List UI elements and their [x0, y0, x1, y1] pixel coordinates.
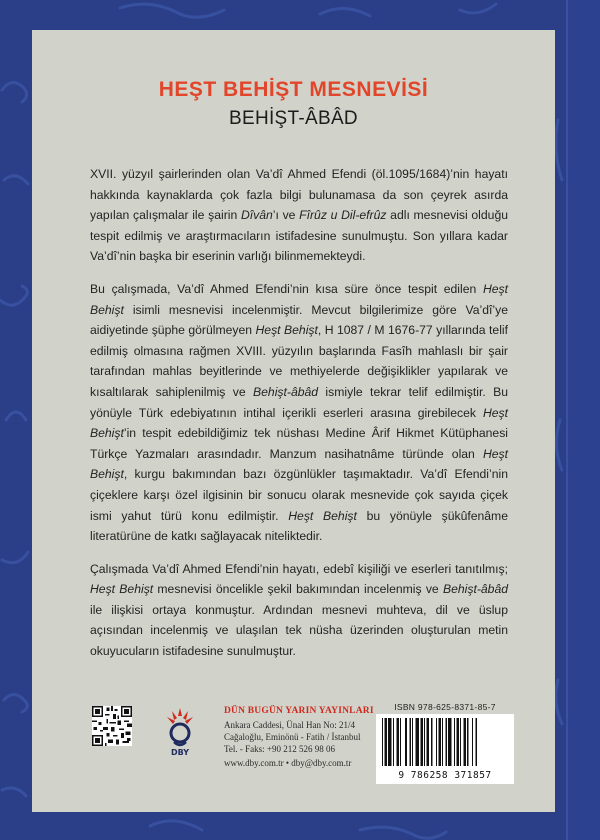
barcode-bar — [476, 718, 477, 766]
book-subtitle: BEHİŞT-ÂBÂD — [229, 108, 358, 129]
blurb-paragraph — [90, 279, 508, 547]
barcode-bar — [431, 718, 432, 766]
barcode-bar — [420, 718, 422, 766]
barcode-bar — [442, 718, 443, 766]
back-cover-spine-edge — [566, 0, 600, 840]
italic-title-text: Heşt Behişt — [90, 582, 154, 597]
barcode-bar — [393, 718, 394, 766]
publisher-phone: Tel. - Faks: +90 212 526 98 06 — [224, 744, 335, 754]
publisher-address-line-1: Ankara Caddesi, Ünal Han No: 21/4 — [224, 720, 355, 730]
blurb-text-run: mesnevisi öncelikle şekil bakımından incelenmiş ve — [153, 582, 443, 597]
barcode-bar — [467, 718, 468, 766]
publisher-web: www.dby.com.tr • dby@dby.com.tr — [224, 758, 352, 768]
italic-title-text: Heşt Behişt — [288, 508, 357, 523]
book-title: HEŞT BEHİŞT MESNEVİSİ — [158, 78, 429, 101]
barcode-bar — [400, 718, 401, 766]
blurb-text-run: ’ı ve — [272, 208, 300, 223]
barcode-bar — [456, 718, 458, 766]
barcode-bar — [382, 718, 383, 766]
blurb-text-run: bu yönüyle şükûfenâme literatürüne de katkı sağlayacak niteliktedir. — [90, 508, 508, 544]
barcode-icon — [380, 718, 510, 768]
barcode-bar — [454, 718, 455, 766]
blurb-text-run: Çalışmada Va’dî Ahmed Efendi’nin hayatı, edebî kişiliği ve eserleri tanıtılmış; — [90, 561, 508, 576]
italic-title-text: Behişt-âbâd — [253, 384, 319, 399]
barcode-bar — [426, 718, 428, 766]
blurb-text-run: , kurgu bakımından bazı özgünlükler taşımaktadır. Va’dî Efendi’nin çiçeklere karşı özel ilgisinin bir sonucu olarak mesnevide çok sayıda çiçek ismi yahut türü konu edilmiştir. — [90, 467, 508, 523]
italic-title-text: Heşt Behişt — [90, 446, 508, 482]
blurb-text — [90, 164, 508, 662]
italic-title-text: Behişt-âbâd — [442, 582, 508, 597]
back-cover-panel — [32, 30, 555, 812]
barcode-bar — [448, 718, 452, 766]
barcode-bar — [412, 718, 413, 766]
blurb-text-run: ’in tespit edebildiğimiz tek nüshası Medine Ârif Hikmet Kütüphanesi Türkçe Yazmaları arasındadır. Manzum nasihatnâme türünde olan — [90, 426, 508, 461]
dby-logo-text: DBY — [170, 748, 190, 757]
blurb-paragraph — [90, 559, 508, 662]
italic-title-text: Dîvân — [240, 208, 273, 223]
barcode-bar — [416, 718, 420, 766]
blurb-paragraph — [90, 164, 508, 267]
barcode — [376, 714, 514, 784]
barcode-bar — [446, 718, 447, 766]
barcode-bar — [436, 718, 437, 766]
barcode-bar — [438, 718, 440, 766]
isbn-label: ISBN 978-625-8371-85-7 — [394, 702, 496, 712]
blurb-text-run: isimli mesnevisi incelenmiştir. Mevcut bilgilerimize göre Va’dî’ye aidiyetinde şüphe görülmeyen — [90, 302, 508, 338]
barcode-bar — [460, 718, 461, 766]
barcode-bar — [396, 718, 398, 766]
dby-logo-icon — [164, 706, 196, 758]
blurb-text-run: Bu çalışmada, Va’dî Ahmed Efendi’nin kısa süre önce tespit edilen — [90, 281, 483, 296]
italic-title-text: Heşt Behişt — [255, 323, 318, 338]
italic-title-text: Heşt Behişt — [90, 405, 508, 441]
barcode-bar — [405, 718, 407, 766]
blurb-text-run: , H 1087 / M 1676-77 yıllarında telif edilmiş olmasına rağmen XVIII. yüzyılın başlarında Fasîh mahlaslı bir şair tarafından mahlas beyitlerinde ve methiyelerde değişiklikler yapılarak ve kısaltılarak sahiplenilmiş ve — [90, 323, 508, 399]
barcode-bar — [464, 718, 466, 766]
barcode-bar — [424, 718, 425, 766]
barcode-digits: 9 786258 371857 — [398, 770, 492, 781]
blurb-text-run: XVII. yüzyıl şairlerinden olan Va’dî Ahmed Efendi (öl.1095/1684)’nin hayatı hakkında kaynaklarda çok fazla bilgi bulunamasa da son çeyrek asırda yapılan çalışmalar ile şairin — [90, 167, 508, 223]
blurb-text-run: adlı mesnevisi olduğu tespit edilmiş ve araştırmacıların istifadesine sunulmuştu. Son yıllara kadar Va’dî’nin başka bir eserinin varlığı bilinmemekteydi. — [90, 208, 509, 264]
barcode-bar — [388, 718, 392, 766]
barcode-bar — [410, 718, 411, 766]
publisher-name: DÜN BUGÜN YARIN YAYINLARI — [224, 706, 374, 716]
blurb-text-run: ile ilişkisi ortaya konmuştur. Ardından mesnevi muhteva, dil ve üslup açısından incelenmiş ve ulaşılan tek nüsha üzerinden oluşturulan metin okuyucuların istifadesine sunulmuştur. — [90, 602, 508, 659]
publisher-address-line-2: Cağaloğlu, Eminönü - Fatih / İstanbul — [224, 732, 361, 742]
qr-code-icon — [92, 706, 132, 746]
italic-title-text: Heşt Behişt — [90, 281, 508, 317]
barcode-bar — [384, 718, 386, 766]
publisher-footer — [92, 702, 532, 788]
barcode-bar — [472, 718, 473, 766]
blurb-text-run: ismiyle tekrar telif edilmiştir. Bu yönüyle Türk edebiyatının intihal içerikli eserleri arasına girebilecek — [90, 384, 508, 420]
italic-title-text: Fîrûz u Dil-efrûz — [299, 208, 387, 223]
